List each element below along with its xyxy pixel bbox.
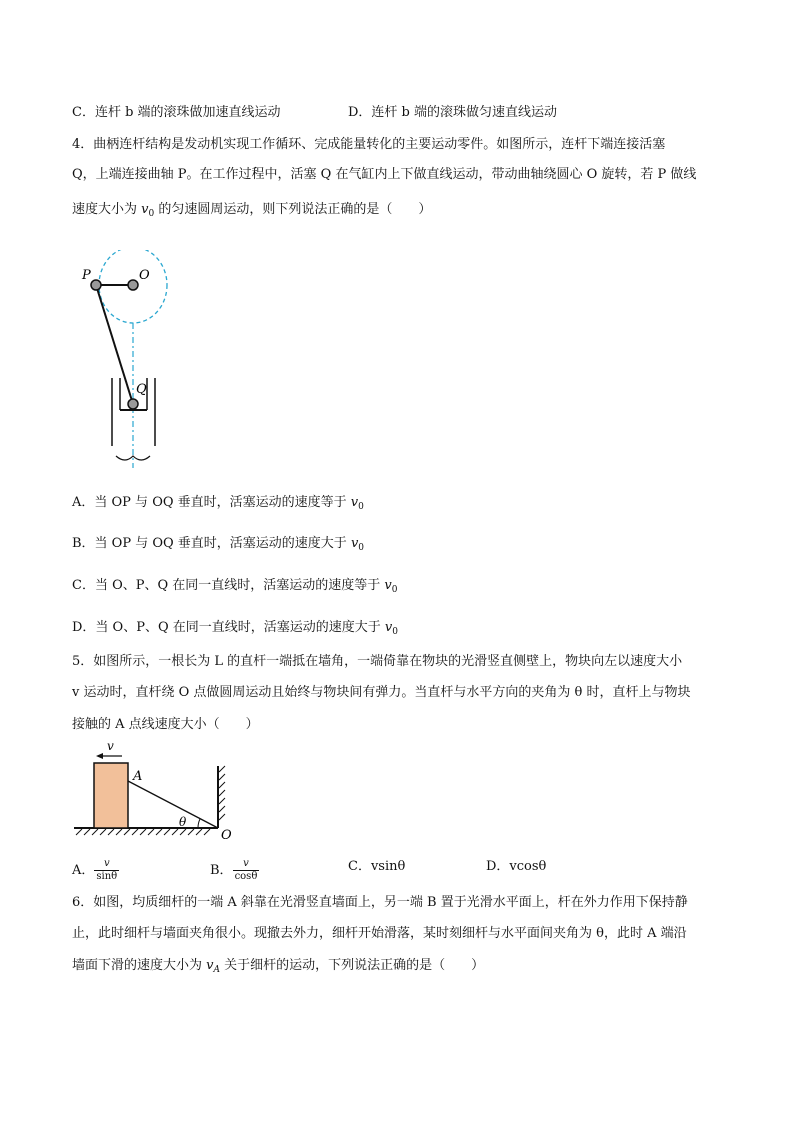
- q5-option-d: D．vcosθ: [486, 859, 547, 874]
- label-v: v: [107, 739, 114, 753]
- point-o: [128, 280, 138, 290]
- q5-rod-figure: [70, 738, 250, 846]
- q6-stem-line3: 墙面下滑的速度大小为 $v_A$ 关于细杆的运动，下列说法正确的是（ ）: [72, 958, 485, 975]
- block: [94, 763, 128, 828]
- q5-stem-line1: 5．如图所示，一根长为 L 的直杆一端抵在墙角，一端倚靠在物块的光滑竖直侧壁上，物块向左以速度大小: [72, 654, 683, 669]
- q4-option-b: B．当 OP 与 OQ 垂直时，活塞运动的速度大于 $v_0$: [72, 536, 365, 553]
- q6-stem-line2: 止，此时细杆与墙面夹角很小。现撤去外力，细杆开始滑落，某时刻细杆与水平面间夹角为 θ，此时 A 端沿: [72, 926, 687, 941]
- connecting-rod: [96, 285, 133, 404]
- label-o: O: [139, 268, 150, 283]
- q3-option-c: C．连杆 b 端的滚珠做加速直线运动: [72, 105, 281, 120]
- label-a: A: [133, 769, 143, 784]
- q5-stem-line2: v 运动时，直杆绕 O 点做圆周运动且始终与物块间有弹力。当直杆与水平方向的夹角为 θ 时，直杆上与物块: [72, 685, 691, 700]
- q4-stem-line3: 速度大小为 $v_0$ 的匀速圆周运动，则下列说法正确的是（ ）: [72, 202, 432, 219]
- rod: [128, 781, 218, 828]
- label-theta: θ: [179, 815, 187, 829]
- q6-stem-line1: 6．如图，均质细杆的一端 A 斜靠在光滑竖直墙面上，另一端 B 置于光滑水平面上，杆在外力作用下保持静: [72, 895, 688, 910]
- label-p: P: [82, 268, 91, 283]
- q4-stem-line1: 4．曲柄连杆结构是发动机实现工作循环、完成能量转化的主要运动零件。如图所示，连杆下端连接活塞: [72, 137, 666, 152]
- label-q: Q: [136, 382, 147, 397]
- q4-option-c: C．当 O、P、Q 在同一直线时，活塞运动的速度等于 $v_0$: [72, 578, 398, 595]
- q5-option-b: B． $\frac{v}{\cos\theta}$: [210, 858, 258, 882]
- point-q: [128, 399, 138, 409]
- label-o: O: [221, 828, 232, 843]
- q4-option-a: A．当 OP 与 OQ 垂直时，活塞运动的速度等于 $v_0$: [72, 495, 364, 512]
- q4-crank-figure: [70, 250, 210, 470]
- q5-option-c: C．vsinθ: [348, 859, 406, 874]
- q4-stem-line2: Q，上端连接曲轴 P。在工作过程中，活塞 Q 在气缸内上下做直线运动，带动曲轴绕圆心 O 旋转，若 P 做线: [72, 167, 697, 182]
- q5-option-a: A． $\frac{v}{\sin\theta}$: [72, 858, 118, 882]
- q5-stem-line3: 接触的 A 点线速度大小（ ）: [72, 717, 259, 732]
- q4-option-d: D．当 O、P、Q 在同一直线时，活塞运动的速度大于 $v_0$: [72, 620, 398, 637]
- q3-option-d: D．连杆 b 端的滚珠做匀速直线运动: [348, 105, 558, 120]
- point-p: [91, 280, 101, 290]
